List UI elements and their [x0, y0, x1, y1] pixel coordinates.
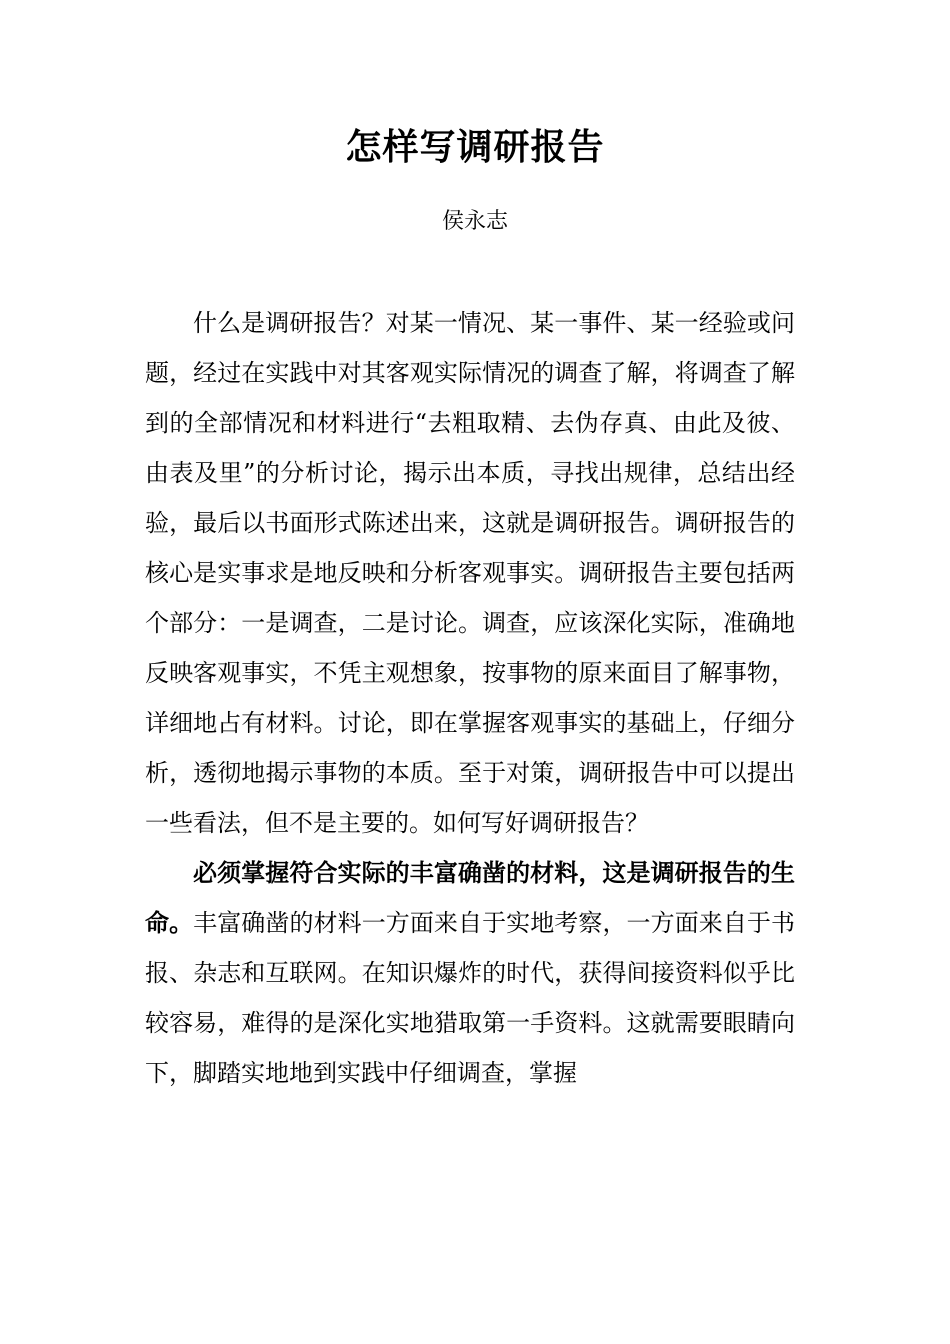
paragraph-materials	[145, 848, 795, 1098]
paragraph-materials-heading: 必须掌握符合实际的丰富确凿的材料，这是调研报告的生命。	[145, 858, 795, 937]
paragraph-materials-text: 丰富确凿的材料一方面来自于实地考察，一方面来自于书报、杂志和互联网。在知识爆炸的时代，获得间接资料似乎比较容易，难得的是深化实地猎取第一手资料。这就需要眼睛向下，脚踏实地地到实践中仔细调查，掌握	[145, 909, 796, 1087]
document-body	[145, 298, 795, 1098]
document-author: 侯永志	[441, 209, 508, 234]
document-title: 怎样写调研报告	[345, 126, 605, 168]
paragraph-intro: 什么是调研报告？对某一情况、某一事件、某一经验或问题，经过在实践中对其客观实际情况的调查了解，将调查了解到的全部情况和材料进行“去粗取精、去伪存真、由此及彼、由表及里”的分析讨论，揭示出本质，寻找出规律，总结出经验，最后以书面形式陈述出来，这就是调研报告。调研报告的核心是实事求是地反映和分析客观事实。调研报告主要包括两个部分：一是调查，二是讨论。调查，应该深化实际，准确地反映客观事实，不凭主观想象，按事物的原来面目了解事物，详细地占有材料。讨论，即在掌握客观事实的基础上，仔细分析，透彻地揭示事物的本质。至于对策，调研报告中可以提出一些看法，但不是主要的。如何写好调研报告？	[145, 309, 795, 837]
